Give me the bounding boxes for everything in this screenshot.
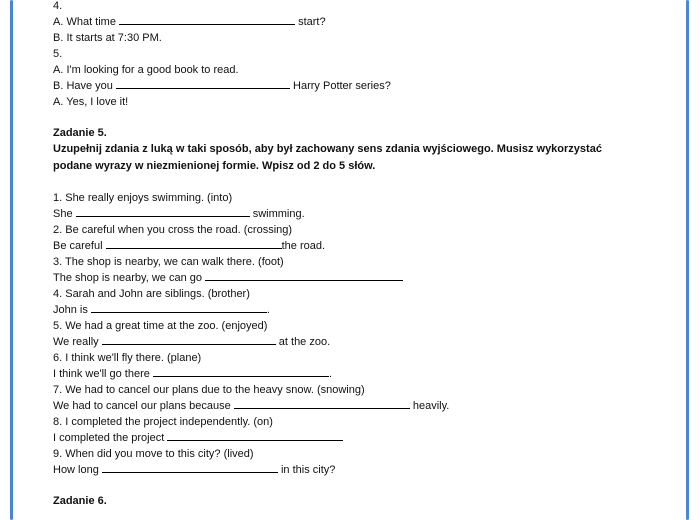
item-4-a-suffix: start?	[298, 16, 326, 28]
z5-q3: 3. The shop is nearby, we can walk there. (foot)	[53, 256, 284, 268]
z5-a9-suffix: in this city?	[280, 464, 336, 476]
z5-a9	[53, 462, 653, 478]
z5-q5: 5. We had a great time at the zoo. (enjoyed)	[53, 320, 268, 332]
item-5-b-prefix: B. Have you	[53, 80, 113, 92]
z5-a5-prefix: We really	[53, 336, 99, 348]
item-5-line-a: A. I'm looking for a good book to read.	[53, 64, 239, 76]
answer-blank[interactable]	[119, 14, 295, 25]
item-4-number: 4.	[53, 0, 63, 12]
item-5-b-suffix: Harry Potter series?	[293, 80, 391, 92]
item-4-line-b: B. It starts at 7:30 PM.	[53, 32, 162, 44]
z5-a8	[53, 430, 653, 446]
answer-blank[interactable]	[76, 206, 250, 217]
z5-a1	[53, 206, 653, 222]
answer-blank[interactable]	[91, 302, 267, 313]
item-4-a-prefix: A. What time	[53, 16, 116, 28]
answer-blank[interactable]	[167, 430, 343, 441]
answer-blank[interactable]	[153, 366, 329, 377]
z5-a6	[53, 366, 653, 382]
z5-a8-prefix: I completed the project	[53, 432, 165, 444]
z5-a2	[53, 238, 653, 254]
z5-a2-suffix: the road.	[281, 240, 326, 252]
z5-a3-prefix: The shop is nearby, we can go	[53, 272, 202, 284]
answer-blank[interactable]	[102, 462, 278, 473]
z5-a1-suffix: swimming.	[252, 208, 305, 220]
z5-a9-prefix: How long	[53, 464, 99, 476]
z5-a4-suffix: .	[266, 304, 270, 316]
z5-a7-suffix: heavily.	[412, 400, 450, 412]
z5-q7: 7. We had to cancel our plans due to the heavy snow. (snowing)	[53, 384, 365, 396]
z5-a2-prefix: Be careful	[53, 240, 103, 252]
z5-a7	[53, 398, 653, 414]
zadanie-5-instruction: Uzupełnij zdania z luką w taki sposób, aby był zachowany sens zdania wyjściowego. Musisz wykorzystać podane wyrazy w niezmienionej formie. Wpisz od 2 do 5 słów.	[53, 143, 602, 172]
answer-blank[interactable]	[234, 398, 410, 409]
z5-a7-prefix: We had to cancel our plans because	[53, 400, 231, 412]
answer-blank[interactable]	[116, 78, 290, 89]
item-4-line-a	[53, 14, 653, 30]
page-border-left	[10, 0, 13, 520]
zadanie-5-title: Zadanie 5.	[53, 127, 107, 139]
z5-q9: 9. When did you move to this city? (lived)	[53, 448, 254, 460]
z5-a5	[53, 334, 653, 350]
z5-a4-prefix: John is	[53, 304, 88, 316]
item-5-line-c: A. Yes, I love it!	[53, 96, 129, 108]
z5-q1: 1. She really enjoys swimming. (into)	[53, 192, 233, 204]
item-5-line-b	[53, 78, 653, 94]
answer-blank[interactable]	[102, 334, 276, 345]
answer-blank[interactable]	[205, 270, 403, 281]
document-content	[53, 0, 653, 509]
z5-q8: 8. I completed the project independently. (on)	[53, 416, 273, 428]
z5-a4	[53, 302, 653, 318]
z5-a1-prefix: She	[53, 208, 73, 220]
z5-a3	[53, 270, 653, 286]
z5-a6-suffix: .	[328, 368, 332, 380]
z5-a6-prefix: I think we'll go there	[53, 368, 150, 380]
z5-q4: 4. Sarah and John are siblings. (brother)	[53, 288, 250, 300]
item-5-number: 5.	[53, 48, 63, 60]
page-border-right	[686, 0, 689, 520]
answer-blank[interactable]	[106, 238, 282, 249]
z5-q2: 2. Be careful when you cross the road. (crossing)	[53, 224, 293, 236]
z5-q6: 6. I think we'll fly there. (plane)	[53, 352, 202, 364]
zadanie-6-title: Zadanie 6.	[53, 495, 107, 507]
z5-a5-suffix: at the zoo.	[278, 336, 331, 348]
